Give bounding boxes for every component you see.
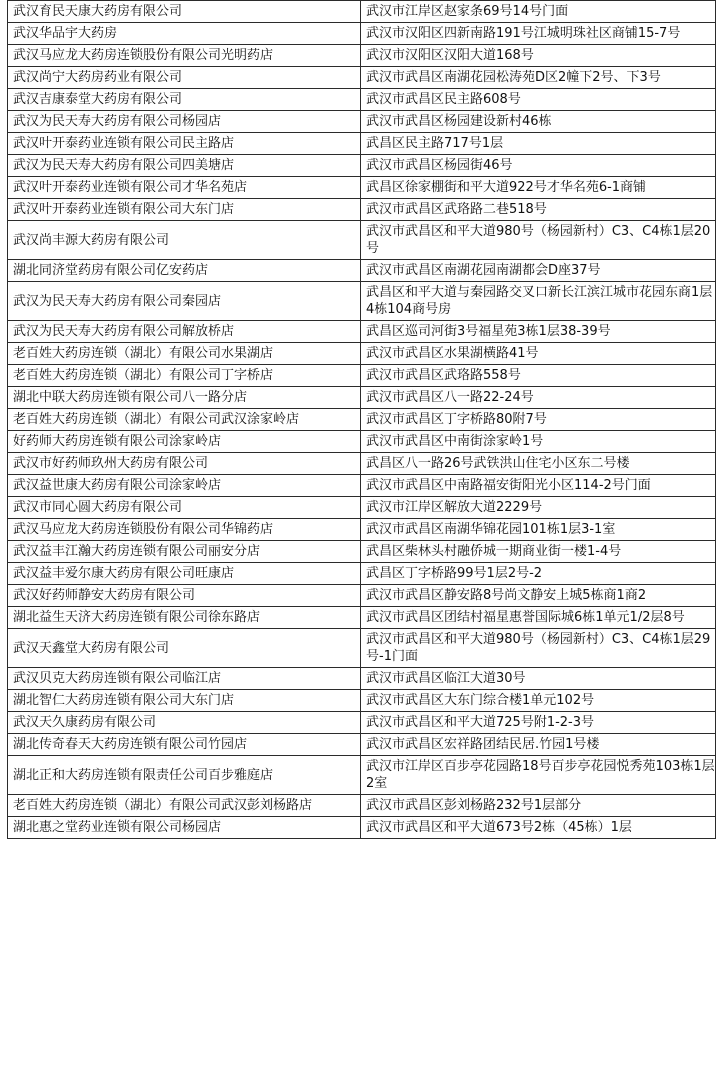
- pharmacy-address-cell: 武汉市武昌区团结村福星惠誉国际城6栋1单元1/2层8号: [361, 607, 716, 629]
- table-row: [8, 23, 716, 45]
- pharmacy-address-cell: 武汉市武昌区大东门综合楼1单元102号: [361, 690, 716, 712]
- table-row: [8, 155, 716, 177]
- table-row: [8, 321, 716, 343]
- pharmacy-address-cell: 武汉市武昌区中南路福安街阳光小区114-2号门面: [361, 475, 716, 497]
- table-row: [8, 668, 716, 690]
- pharmacy-name-cell: 老百姓大药房连锁（湖北）有限公司武汉彭刘杨路店: [8, 795, 361, 817]
- pharmacy-address-cell: 武汉市武昌区南湖花园南湖都会D座37号: [361, 260, 716, 282]
- table-row: [8, 817, 716, 839]
- pharmacy-name-cell: 武汉华品宇大药房: [8, 23, 361, 45]
- table-row: [8, 541, 716, 563]
- pharmacy-name-cell: 武汉马应龙大药房连锁股份有限公司华锦药店: [8, 519, 361, 541]
- table-row: [8, 475, 716, 497]
- table-row: [8, 221, 716, 260]
- pharmacy-name-cell: 湖北同济堂药房有限公司亿安药店: [8, 260, 361, 282]
- pharmacy-name-cell: 湖北中联大药房连锁有限公司八一路分店: [8, 387, 361, 409]
- pharmacy-name-cell: 武汉为民天寿大药房有限公司解放桥店: [8, 321, 361, 343]
- pharmacy-name-cell: 湖北正和大药房连锁有限责任公司百步雅庭店: [8, 756, 361, 795]
- pharmacy-address-cell: 武汉市武昌区静安路8号尚文静安上城5栋商1商2: [361, 585, 716, 607]
- table-row: [8, 756, 716, 795]
- pharmacy-name-cell: 武汉尚丰源大药房有限公司: [8, 221, 361, 260]
- table-row: [8, 1, 716, 23]
- pharmacy-address-cell: 武汉市武昌区南湖花园松涛苑D区2幢下2号、下3号: [361, 67, 716, 89]
- table-row: [8, 409, 716, 431]
- pharmacy-address-cell: 武汉市武昌区民主路608号: [361, 89, 716, 111]
- pharmacy-name-cell: 湖北传奇春天大药房连锁有限公司竹园店: [8, 734, 361, 756]
- pharmacy-name-cell: 湖北智仁大药房连锁有限公司大东门店: [8, 690, 361, 712]
- pharmacy-name-cell: 武汉好药师静安大药房有限公司: [8, 585, 361, 607]
- pharmacy-address-cell: 武汉市武昌区武珞路二巷518号: [361, 199, 716, 221]
- pharmacy-address-cell: 武汉市武昌区和平大道725号附1-2-3号: [361, 712, 716, 734]
- pharmacy-name-cell: 武汉天久康药房有限公司: [8, 712, 361, 734]
- pharmacy-address-cell: 武昌区民主路717号1层: [361, 133, 716, 155]
- pharmacy-address-cell: 武昌区八一路26号武铁洪山住宅小区东二号楼: [361, 453, 716, 475]
- table-row: [8, 177, 716, 199]
- pharmacy-name-cell: 老百姓大药房连锁（湖北）有限公司武汉涂家岭店: [8, 409, 361, 431]
- pharmacy-name-cell: 武汉吉康泰堂大药房有限公司: [8, 89, 361, 111]
- pharmacy-address-cell: 武汉市武昌区临江大道30号: [361, 668, 716, 690]
- table-row: [8, 133, 716, 155]
- pharmacy-name-cell: 老百姓大药房连锁（湖北）有限公司丁字桥店: [8, 365, 361, 387]
- pharmacy-name-cell: 湖北惠之堂药业连锁有限公司杨园店: [8, 817, 361, 839]
- table-row: [8, 431, 716, 453]
- pharmacy-name-cell: 武汉为民天寿大药房有限公司杨园店: [8, 111, 361, 133]
- table-row: [8, 734, 716, 756]
- table-row: [8, 497, 716, 519]
- table-row: [8, 343, 716, 365]
- pharmacy-name-cell: 武汉育民天康大药房有限公司: [8, 1, 361, 23]
- pharmacy-address-cell: 武汉市武昌区中南街涂家岭1号: [361, 431, 716, 453]
- pharmacy-address-cell: 武昌区和平大道与秦园路交叉口新长江滨江城市花园东商1层4栋104商号房: [361, 282, 716, 321]
- table-row: [8, 111, 716, 133]
- pharmacy-address-cell: 武昌区徐家棚街和平大道922号才华名苑6-1商铺: [361, 177, 716, 199]
- table-row: [8, 607, 716, 629]
- pharmacy-name-cell: 武汉叶开泰药业连锁有限公司大东门店: [8, 199, 361, 221]
- pharmacy-address-cell: 武汉市武昌区杨园街46号: [361, 155, 716, 177]
- table-row: [8, 585, 716, 607]
- table-row: [8, 199, 716, 221]
- pharmacy-address-cell: 武昌区巡司河街3号福星苑3栋1层38-39号: [361, 321, 716, 343]
- pharmacy-address-cell: 武汉市江岸区解放大道2229号: [361, 497, 716, 519]
- pharmacy-address-cell: 武汉市武昌区水果湖横路41号: [361, 343, 716, 365]
- table-row: [8, 67, 716, 89]
- table-row: [8, 519, 716, 541]
- table-row: [8, 563, 716, 585]
- table-row: [8, 282, 716, 321]
- pharmacy-name-cell: 武汉天鑫堂大药房有限公司: [8, 629, 361, 668]
- pharmacy-address-cell: 武汉市武昌区和平大道980号（杨园新村）C3、C4栋1层29号-1门面: [361, 629, 716, 668]
- pharmacy-address-cell: 武昌区柴林头村融侨城一期商业街一楼1-4号: [361, 541, 716, 563]
- pharmacy-address-cell: 武汉市武昌区南湖华锦花园101栋1层3-1室: [361, 519, 716, 541]
- pharmacy-address-cell: 武汉市武昌区和平大道980号（杨园新村）C3、C4栋1层20号: [361, 221, 716, 260]
- pharmacy-name-cell: 武汉市同心圆大药房有限公司: [8, 497, 361, 519]
- table-row: [8, 629, 716, 668]
- pharmacy-name-cell: 好药师大药房连锁有限公司涂家岭店: [8, 431, 361, 453]
- pharmacy-table: [7, 0, 716, 839]
- pharmacy-name-cell: 武汉益世康大药房有限公司涂家岭店: [8, 475, 361, 497]
- pharmacy-name-cell: 武汉益丰江瀚大药房连锁有限公司丽安分店: [8, 541, 361, 563]
- pharmacy-address-cell: 武汉市武昌区八一路22-24号: [361, 387, 716, 409]
- pharmacy-name-cell: 武汉叶开泰药业连锁有限公司才华名苑店: [8, 177, 361, 199]
- pharmacy-address-cell: 武汉市武昌区杨园建设新村46栋: [361, 111, 716, 133]
- pharmacy-name-cell: 武汉尚宁大药房药业有限公司: [8, 67, 361, 89]
- pharmacy-address-cell: 武汉市武昌区宏祥路团结民居.竹园1号楼: [361, 734, 716, 756]
- table-row: [8, 45, 716, 67]
- pharmacy-name-cell: 老百姓大药房连锁（湖北）有限公司水果湖店: [8, 343, 361, 365]
- pharmacy-address-cell: 武汉市武昌区和平大道673号2栋（45栋）1层: [361, 817, 716, 839]
- pharmacy-address-cell: 武汉市江岸区赵家条69号14号门面: [361, 1, 716, 23]
- pharmacy-address-cell: 武汉市汉阳区汉阳大道168号: [361, 45, 716, 67]
- table-row: [8, 365, 716, 387]
- pharmacy-name-cell: 武汉为民天寿大药房有限公司秦园店: [8, 282, 361, 321]
- table-row: [8, 690, 716, 712]
- pharmacy-name-cell: 武汉叶开泰药业连锁有限公司民主路店: [8, 133, 361, 155]
- pharmacy-name-cell: 武汉马应龙大药房连锁股份有限公司光明药店: [8, 45, 361, 67]
- table-row: [8, 387, 716, 409]
- pharmacy-name-cell: 湖北益生天济大药房连锁有限公司徐东路店: [8, 607, 361, 629]
- pharmacy-address-cell: 武昌区丁字桥路99号1层2号-2: [361, 563, 716, 585]
- pharmacy-address-cell: 武汉市武昌区丁字桥路80附7号: [361, 409, 716, 431]
- pharmacy-address-cell: 武汉市武昌区武珞路558号: [361, 365, 716, 387]
- pharmacy-address-cell: 武汉市汉阳区四新南路191号江城明珠社区商铺15-7号: [361, 23, 716, 45]
- pharmacy-name-cell: 武汉为民天寿大药房有限公司四美塘店: [8, 155, 361, 177]
- pharmacy-address-cell: 武汉市武昌区彭刘杨路232号1层部分: [361, 795, 716, 817]
- pharmacy-name-cell: 武汉市好药师玖州大药房有限公司: [8, 453, 361, 475]
- table-row: [8, 260, 716, 282]
- table-row: [8, 453, 716, 475]
- table-row: [8, 795, 716, 817]
- table-row: [8, 712, 716, 734]
- pharmacy-name-cell: 武汉贝克大药房连锁有限公司临江店: [8, 668, 361, 690]
- table-row: [8, 89, 716, 111]
- table-body: [8, 1, 716, 839]
- pharmacy-name-cell: 武汉益丰爱尔康大药房有限公司旺康店: [8, 563, 361, 585]
- pharmacy-address-cell: 武汉市江岸区百步亭花园路18号百步亭花园悦秀苑103栋1层2室: [361, 756, 716, 795]
